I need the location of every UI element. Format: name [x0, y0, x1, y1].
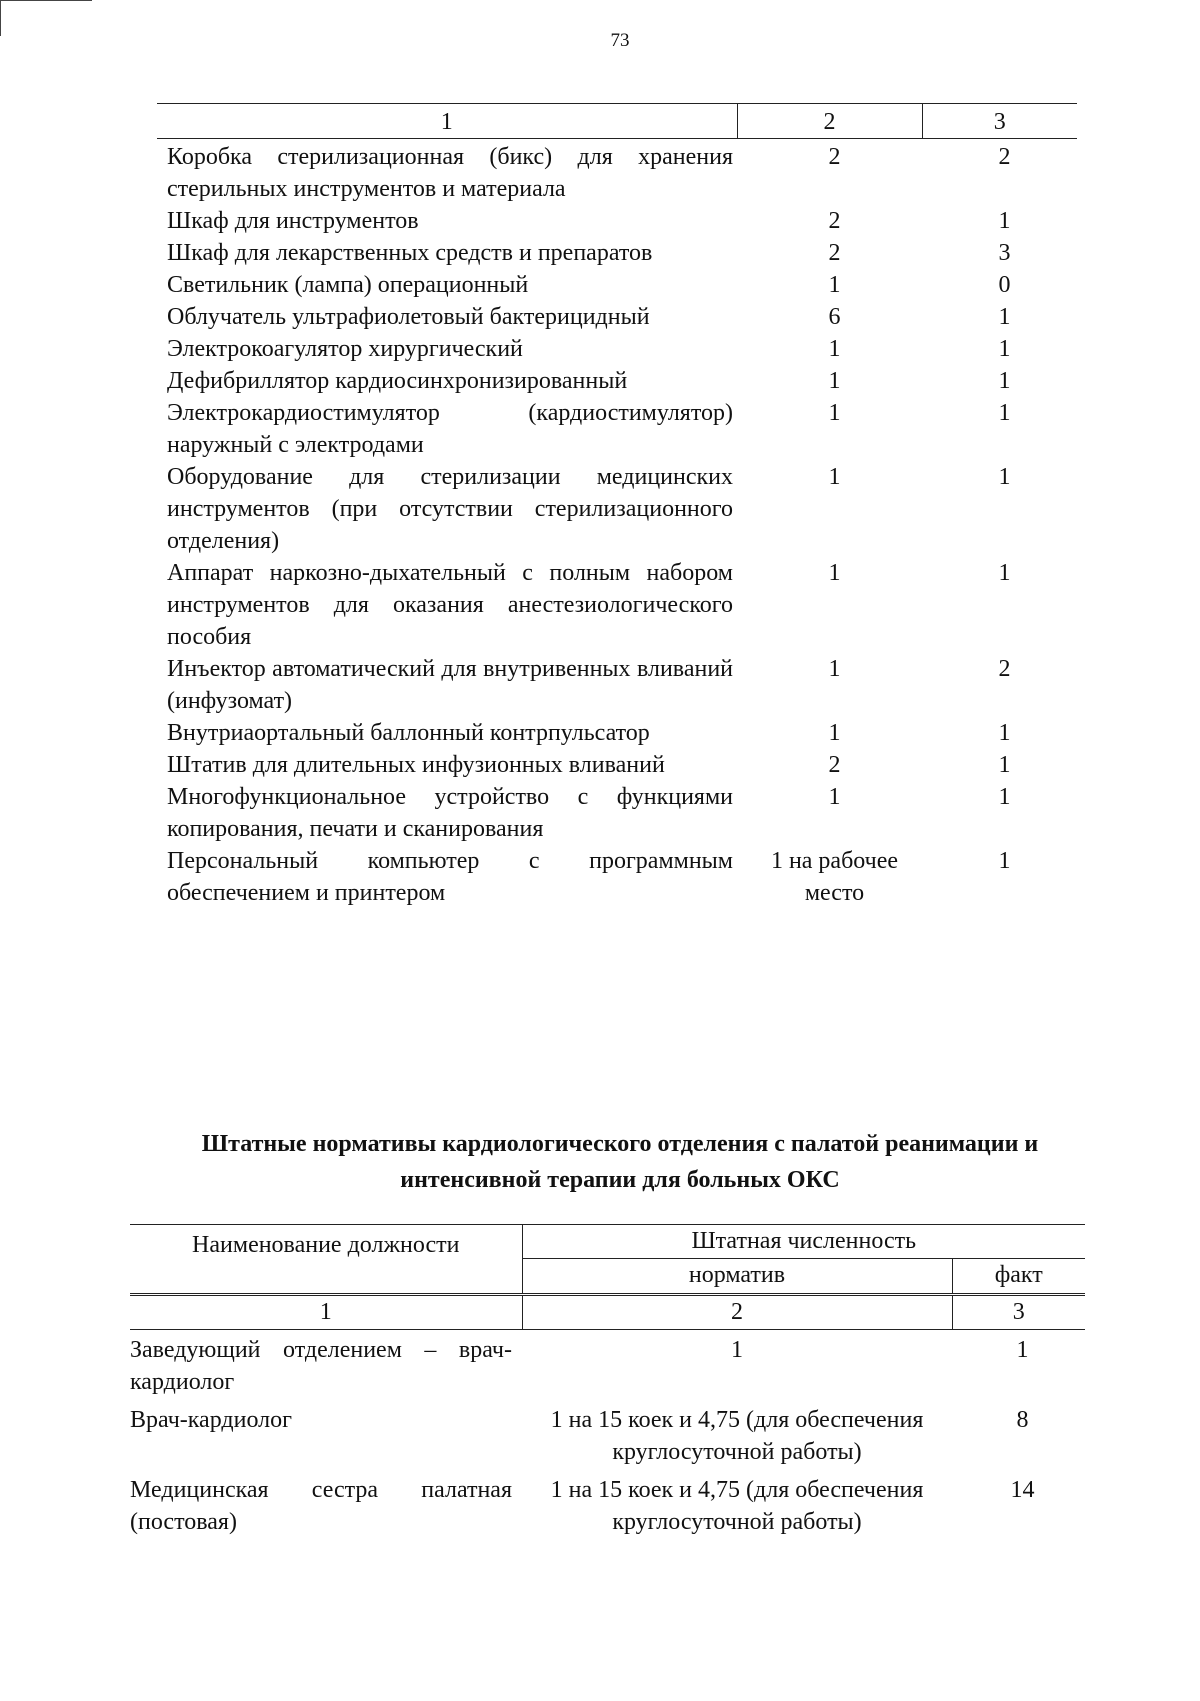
staff-norm: 1 на 15 коек и 4,75 (для обеспечения круглосуточной работы) — [550, 1407, 924, 1465]
staff-position: Заведующий отделением – врач-кардиолог — [130, 1337, 512, 1395]
equipment-fact: 2 — [998, 656, 1011, 682]
equipment-norm: 2 — [828, 240, 841, 266]
equipment-fact: 1 — [998, 784, 1011, 810]
equipment-fact: 1 — [998, 752, 1011, 778]
header-position-name: Наименование должности — [130, 1225, 522, 1295]
equipment-fact: 1 — [998, 208, 1011, 234]
equipment-fact: 1 — [998, 336, 1011, 362]
staff-row — [130, 1330, 1085, 1405]
section-title: Штатные нормативы кардиологического отделения с палатой реанимации и интенсивной терапии для больных ОКС — [201, 1131, 1039, 1193]
equipment-norm: 6 — [828, 304, 841, 330]
equipment-fact: 1 — [998, 304, 1011, 330]
column-number-1: 1 — [157, 104, 737, 139]
column-number-3: 3 — [922, 104, 1077, 139]
equipment-name: Электрокардиостимулятор (кардиостимулятор) наружный с электродами — [167, 400, 733, 458]
equipment-fact: 1 — [998, 560, 1011, 586]
equipment-norm: 2 — [828, 144, 841, 170]
staff-table — [130, 1224, 1085, 1544]
staff-position: Врач-кардиолог — [130, 1407, 292, 1433]
equipment-row — [157, 717, 1077, 749]
equipment-norm: 1 на рабочее место — [770, 848, 899, 906]
staff-column-number-3: 3 — [952, 1295, 1085, 1330]
equipment-fact: 2 — [998, 144, 1011, 170]
header-staff-count: Штатная численность — [522, 1225, 1085, 1259]
staff-row — [130, 1474, 1085, 1544]
header-norm: норматив — [522, 1259, 952, 1295]
equipment-row — [157, 749, 1077, 781]
staff-fact: 8 — [1016, 1407, 1029, 1433]
equipment-fact: 0 — [998, 272, 1011, 298]
equipment-norm: 1 — [828, 464, 841, 490]
equipment-norm: 1 — [828, 656, 841, 682]
equipment-norm: 1 — [828, 784, 841, 810]
equipment-name: Персональный компьютер с программным обеспечением и принтером — [167, 848, 733, 906]
equipment-fact: 1 — [998, 400, 1011, 426]
staff-table-body — [130, 1330, 1085, 1545]
equipment-table-header — [157, 104, 1077, 139]
equipment-row — [157, 557, 1077, 653]
equipment-row — [157, 139, 1077, 206]
equipment-table-body — [157, 139, 1077, 910]
equipment-norm: 2 — [828, 208, 841, 234]
equipment-name: Инъектор автоматический для внутривенных вливаний (инфузомат) — [167, 656, 733, 714]
staff-column-number-1: 1 — [130, 1295, 522, 1330]
equipment-name: Облучатель ультрафиолетовый бактерицидный — [167, 304, 650, 330]
equipment-name: Аппарат наркозно-дыхательный с полным набором инструментов для оказания анестезиологического пособия — [167, 560, 733, 650]
equipment-row — [157, 781, 1077, 845]
equipment-name: Штатив для длительных инфузионных вливаний — [167, 752, 665, 778]
equipment-fact: 1 — [998, 848, 1011, 874]
equipment-name: Шкаф для лекарственных средств и препаратов — [167, 240, 653, 266]
column-number-2: 2 — [737, 104, 922, 139]
staff-column-number-2: 2 — [522, 1295, 952, 1330]
equipment-norm: 1 — [828, 560, 841, 586]
equipment-row — [157, 205, 1077, 237]
equipment-norm: 1 — [828, 272, 841, 298]
staff-norm: 1 на 15 коек и 4,75 (для обеспечения круглосуточной работы) — [550, 1477, 924, 1535]
equipment-fact: 3 — [998, 240, 1011, 266]
staff-norm: 1 — [731, 1337, 743, 1363]
equipment-name: Внутриаортальный баллонный контрпульсатор — [167, 720, 650, 746]
equipment-row — [157, 845, 1077, 909]
equipment-fact: 1 — [998, 464, 1011, 490]
equipment-row — [157, 333, 1077, 365]
equipment-row — [157, 461, 1077, 557]
equipment-norm: 1 — [828, 400, 841, 426]
equipment-norm: 1 — [828, 336, 841, 362]
equipment-norm: 1 — [828, 368, 841, 394]
staff-position: Медицинская сестра палатная (постовая) — [130, 1477, 512, 1535]
equipment-name: Электрокоагулятор хирургический — [167, 336, 523, 362]
equipment-name: Дефибриллятор кардиосинхронизированный — [167, 368, 628, 394]
staff-row — [130, 1404, 1085, 1474]
equipment-name: Коробка стерилизационная (бикс) для хранения стерильных инструментов и материала — [167, 144, 733, 202]
equipment-row — [157, 237, 1077, 269]
equipment-table — [157, 103, 1077, 909]
equipment-row — [157, 365, 1077, 397]
equipment-norm: 1 — [828, 720, 841, 746]
equipment-row — [157, 397, 1077, 461]
equipment-row — [157, 269, 1077, 301]
equipment-norm: 2 — [828, 752, 841, 778]
equipment-fact: 1 — [998, 720, 1011, 746]
page-number: 73 — [610, 30, 630, 51]
equipment-name: Шкаф для инструментов — [167, 208, 419, 234]
header-fact: факт — [952, 1259, 1085, 1295]
equipment-fact: 1 — [998, 368, 1011, 394]
equipment-row — [157, 653, 1077, 717]
equipment-row — [157, 301, 1077, 333]
scan-edge-mark-top — [0, 0, 92, 1]
staff-fact: 1 — [1016, 1337, 1029, 1363]
equipment-name: Многофункциональное устройство с функциями копирования, печати и сканирования — [167, 784, 733, 842]
staff-fact: 14 — [1010, 1477, 1035, 1503]
equipment-name: Светильник (лампа) операционный — [167, 272, 529, 298]
equipment-name: Оборудование для стерилизации медицинских инструментов (при отсутствии стерилизационного отделения) — [167, 464, 733, 554]
